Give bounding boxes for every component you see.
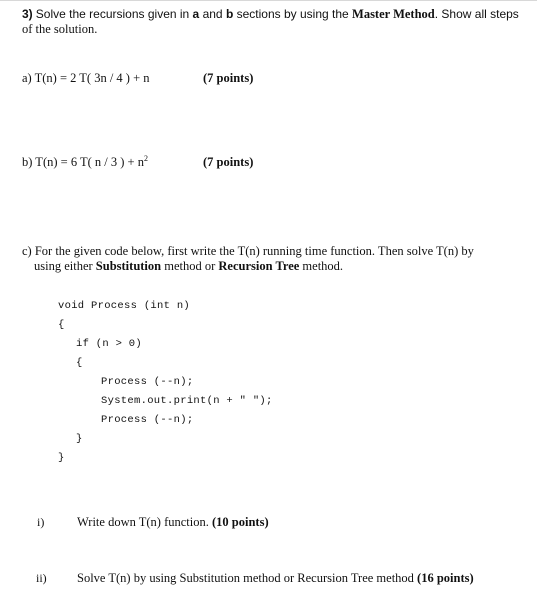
intro-text-end: . Show all steps xyxy=(434,7,519,21)
subquestion-1-label: i) xyxy=(37,515,45,529)
part-c-instructions xyxy=(22,244,474,274)
code-line-5: Process (--n); xyxy=(101,376,194,388)
code-line-7: Process (--n); xyxy=(101,414,194,426)
intro-text: Solve the recursions given in a and b sections by using the xyxy=(35,7,353,21)
question-intro xyxy=(22,7,522,37)
intro-line2: of the solution. xyxy=(22,22,98,36)
subquestion-2: Solve T(n) by using Substitution method or Recursion Tree method (16 points) xyxy=(77,571,474,585)
top-border xyxy=(0,0,537,1)
part-b-points: (7 points) xyxy=(203,155,254,169)
part-c-line2: using either Substitution method or Recursion Tree method. xyxy=(34,259,344,273)
part-a-points: (7 points) xyxy=(203,71,254,85)
master-method-term: Master Method xyxy=(352,7,435,21)
part-b-equation: b) T(n) = 6 T( n / 3 ) + $n^2$ xyxy=(22,153,148,169)
subquestion-1-points: (10 points) xyxy=(212,515,269,529)
substitution-term: Substitution xyxy=(95,259,162,273)
part-b-exponent: 2 xyxy=(143,153,148,163)
recursion-tree-term: Recursion Tree xyxy=(218,259,300,273)
subquestion-2-points: (16 points) xyxy=(417,571,474,585)
part-c-line1: c) For the given code below, first write the T(n) running time function. Then solve T(n) by xyxy=(22,244,474,258)
code-line-1: void Process (int n) xyxy=(58,300,191,312)
code-line-3: if (n > 0) xyxy=(76,338,143,350)
subquestion-1: Write down T(n) function. (10 points) xyxy=(77,515,269,529)
code-line-8: } xyxy=(76,433,83,445)
code-line-2: { xyxy=(58,319,65,331)
part-a-equation: a) T(n) = 2 T( 3n / 4 ) + n xyxy=(22,71,150,85)
code-line-6: System.out.print(n + " "); xyxy=(101,395,273,407)
question-number: 3) xyxy=(22,7,33,21)
code-line-4: { xyxy=(76,357,83,369)
subquestion-2-label: ii) xyxy=(36,571,47,585)
code-line-9: } xyxy=(58,452,65,464)
